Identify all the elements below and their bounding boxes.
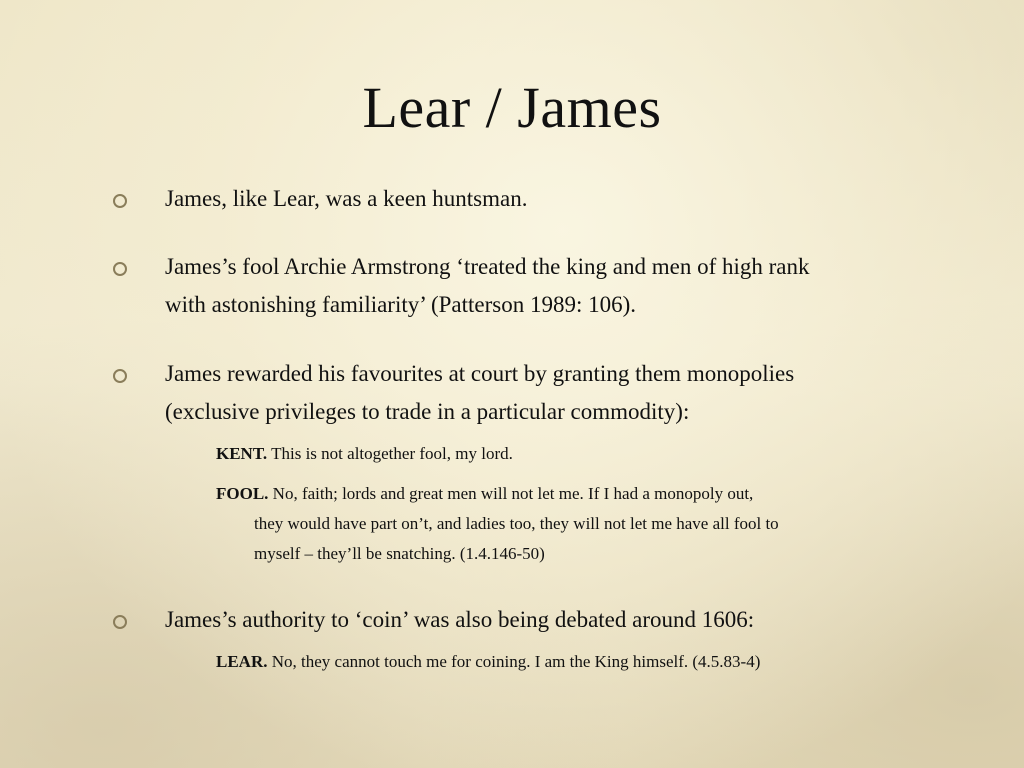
bullet-text: James’s authority to ‘coin’ was also being debated around 1606: — [165, 607, 755, 632]
speaker-name: LEAR. — [216, 652, 268, 671]
quote-text: No, faith; lords and great men will not let me. If I had a monopoly out, — [268, 484, 754, 503]
bullet-item — [165, 180, 945, 218]
bullet-item — [165, 355, 945, 431]
quote-lear — [216, 647, 916, 677]
quote-text: myself – they’ll be snatching. (1.4.146-50) — [254, 544, 545, 563]
quote-text: they would have part on’t, and ladies too, they will not let me have all fool to — [254, 514, 779, 533]
quote-text: No, they cannot touch me for coining. I am the King himself. (4.5.83-4) — [267, 652, 761, 671]
bullet-text-line: with astonishing familiarity’ (Patterson 1989: 106). — [165, 292, 637, 317]
bullet-text-line: (exclusive privileges to trade in a particular commodity): — [165, 399, 690, 424]
quote-kent — [216, 439, 916, 469]
quote-fool — [216, 479, 916, 569]
bullet-marker-icon — [113, 369, 127, 383]
bullet-marker-icon — [113, 194, 127, 208]
bullet-item — [165, 601, 945, 639]
bullet-text-line: James’s fool Archie Armstrong ‘treated the king and men of high rank — [165, 254, 810, 279]
speaker-name: KENT. — [216, 444, 268, 463]
quote-text: This is not altogether fool, my lord. — [267, 444, 513, 463]
bullet-text-line: James rewarded his favourites at court by granting them monopolies — [165, 361, 795, 386]
speaker-name: FOOL. — [216, 484, 269, 503]
bullet-marker-icon — [113, 262, 127, 276]
bullet-item — [165, 248, 945, 324]
slide-title: Lear / James — [362, 75, 662, 140]
bullet-text: James, like Lear, was a keen huntsman. — [165, 186, 528, 211]
bullet-marker-icon — [113, 615, 127, 629]
